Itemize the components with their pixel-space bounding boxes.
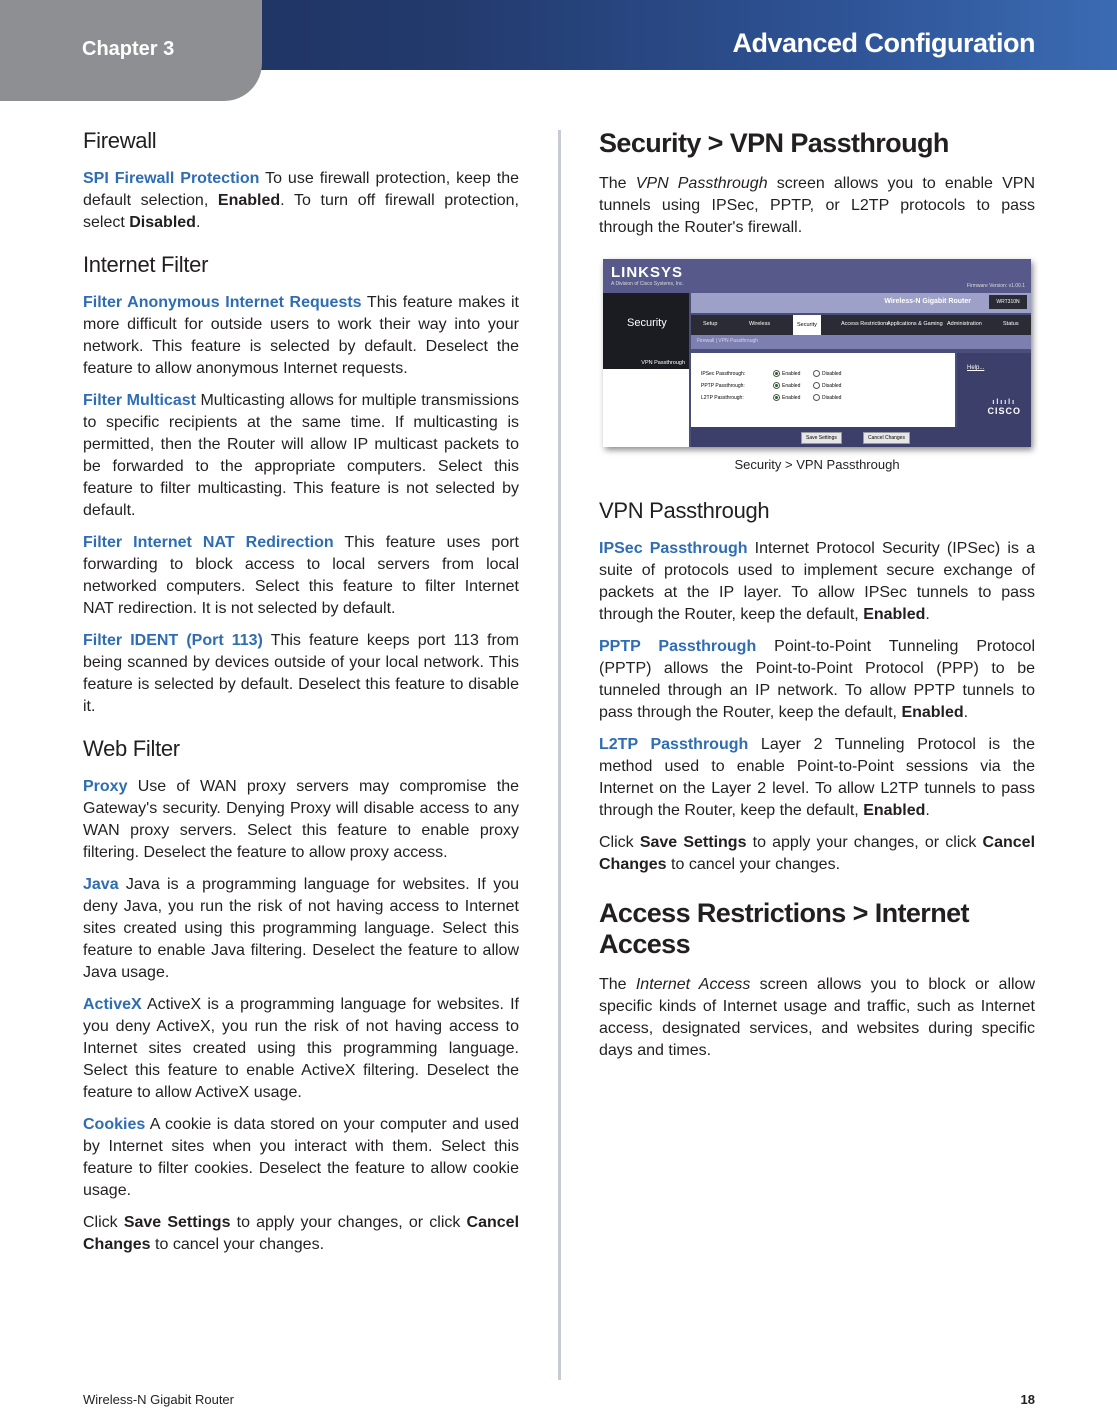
ipsec-disabled-radio[interactable]: Disabled — [813, 370, 841, 377]
activex-text: ActiveX is a programming language for websites. If you deny ActiveX, you run the risk of not having access to Internet sites created using this programming language. Select this feature to enable ActiveX filtering. Deselect the feature to allow ActiveX usage. — [83, 996, 519, 1101]
ipsec-enabled-radio[interactable]: Enabled — [773, 370, 800, 377]
router-screenshot — [603, 259, 1031, 447]
vpn-intro — [599, 173, 1035, 239]
subtabs-label[interactable]: Firewall | VPN Passthrough — [697, 338, 759, 344]
screenshot-sidebar — [603, 357, 689, 447]
spi-paragraph — [83, 168, 519, 234]
proxy-paragraph — [83, 776, 519, 864]
column-divider — [558, 130, 561, 1380]
firmware-version: Firmware Version: v1.00.1 — [966, 283, 1025, 289]
nat-paragraph — [83, 532, 519, 620]
l2tp-paragraph: L2TP Passthrough Layer 2 Tunneling Protocol is the method used to enable Point-to-Point sessions via the Internet on the Layer 2 level. To allow L2TP tunnels to pass through the Router, keep the default, Enabled. — [599, 736, 1036, 819]
access-heading: Access Restrictions > Internet Access — [599, 898, 969, 959]
java-text: Java is a programming language for websites. If you deny Java, you run the risk of not having access to Internet sites created using this programming language. Select this feature to enable Java filtering. Deselect the feature to allow Java usage. — [83, 876, 519, 981]
spi-text-3: . — [195, 214, 201, 231]
right-cancel-changes-ref: Cancel Changes — [599, 834, 1036, 873]
left-column — [83, 128, 519, 1266]
ident-term: Filter IDENT (Port 113) — [83, 632, 263, 649]
nat-term: Filter Internet NAT Redirection — [83, 534, 334, 551]
chapter-label: Chapter 3 — [82, 38, 175, 60]
ipsec-paragraph: IPSec Passthrough Internet Protocol Security (IPSec) is a suite of protocols used to implement secure exchange of packets at the IP layer. To allow IPSec tunnels to pass through the Router, keep the default, Enabled. — [599, 540, 1035, 623]
ipsec-term: IPSec Passthrough — [599, 540, 748, 557]
web-filter-heading: Web Filter — [83, 736, 180, 761]
anon-term: Filter Anonymous Internet Requests — [83, 294, 362, 311]
header-title: Advanced Configuration — [732, 28, 1035, 58]
section-label: Security — [627, 317, 667, 329]
l2tp-disabled-radio[interactable]: Disabled — [813, 394, 841, 401]
nat-text: This feature uses port forwarding to block access to local servers from local networked computers. Select this feature to filter Internet NAT redirection. It is not selected by default. — [83, 534, 519, 617]
l2tp-enabled: Enabled — [863, 802, 926, 819]
vpn-intro-em: VPN Passthrough — [635, 175, 768, 192]
spi-disabled: Disabled — [129, 214, 196, 231]
left-click-paragraph — [83, 1212, 519, 1256]
right-click-text-3: to cancel your changes. — [666, 856, 841, 873]
click-text-3: to cancel your changes. — [150, 1236, 325, 1253]
access-em: Internet Access — [635, 976, 751, 993]
product-bar — [691, 293, 1031, 313]
footer-product: Wireless-N Gigabit Router — [83, 1392, 234, 1407]
cookies-text: A cookie is data stored on your computer and used by Internet sites when you interact with them. Select this feature to filter cookies. Deselect the feature to allow cookie usage. — [83, 1116, 519, 1199]
java-term: Java — [83, 876, 119, 893]
right-click-text: Click — [599, 834, 640, 851]
pptp-term: PPTP Passthrough — [599, 638, 757, 655]
pptp-text: Point-to-Point Tunneling Protocol (PPTP) allows the Point-to-Point Protocol (PPP) to be tunneled through an IP network. To allow PPTP tunnels to pass through the Router, keep the default, — [599, 638, 1036, 721]
internet-filter-heading: Internet Filter — [83, 252, 209, 277]
firewall-heading: Firewall — [83, 128, 157, 153]
cancel-changes-button[interactable]: Cancel Changes — [863, 432, 910, 444]
pptp-enabled-radio[interactable]: Enabled — [773, 382, 800, 389]
l2tp-text: Layer 2 Tunneling Protocol is the method used to enable Point-to-Point sessions via the Internet on the Layer 2 level. To allow L2TP tunnels to pass through the Router, keep the default, — [599, 736, 1036, 819]
pptp-paragraph: PPTP Passthrough Point-to-Point Tunneling Protocol (PPTP) allows the Point-to-Point Protocol (PPP) to be tunneled through an IP network. To allow PPTP tunnels to pass through the Router, keep the default, Enabled. — [599, 638, 1036, 721]
ipsec-row-label: IPSec Passthrough: — [701, 371, 746, 377]
model-badge: WRT310N — [989, 295, 1027, 309]
right-save-settings-ref: Save Settings — [639, 834, 747, 851]
right-click-paragraph — [599, 832, 1035, 876]
ipsec-text: Internet Protocol Security (IPSec) is a suite of protocols used to implement secure exchange of packets at the IP layer. To allow IPSec tunnels to pass through the Router, keep the default, — [599, 540, 1035, 623]
multicast-term: Filter Multicast — [83, 392, 196, 409]
l2tp-enabled-radio[interactable]: Enabled — [773, 394, 800, 401]
activex-paragraph — [83, 994, 519, 1104]
spi-text-2: . To turn off firewall protection, select — [83, 192, 519, 231]
multicast-paragraph — [83, 390, 519, 522]
access-paragraph — [599, 974, 1035, 1062]
access-text: The — [599, 976, 636, 993]
l2tp-term: L2TP Passthrough — [599, 736, 749, 753]
section-panel — [603, 293, 689, 357]
ident-paragraph — [83, 630, 519, 718]
tab-setup[interactable]: Setup — [703, 321, 718, 327]
pptp-disabled-radio[interactable]: Disabled — [813, 382, 841, 389]
button-bar — [691, 427, 1031, 447]
l2tp-row-label: L2TP Passthrough: — [701, 395, 744, 401]
linksys-subtitle: A Division of Cisco Systems, Inc. — [611, 281, 684, 287]
sub-tabs — [691, 335, 1031, 349]
vpn-intro-text-2: screen allows you to enable VPN tunnels using IPSec, PPTP, or L2TP protocols to pass through the Router's firewall. — [599, 175, 1035, 236]
chapter-tab — [0, 0, 262, 101]
tab-administration[interactable]: Administration — [947, 321, 982, 327]
screenshot-content — [691, 353, 955, 427]
nav-tabs — [691, 315, 1031, 335]
ipsec-enabled: Enabled — [863, 606, 926, 623]
linksys-logo: LINKSYS — [611, 264, 684, 281]
cisco-wordmark: CISCO — [987, 406, 1021, 416]
right-column — [599, 128, 1035, 1072]
sidebar-label: VPN Passthrough — [603, 357, 689, 369]
cookies-paragraph — [83, 1114, 519, 1202]
vpn-sub-heading: VPN Passthrough — [599, 498, 770, 523]
tab-status[interactable]: Status — [1003, 321, 1019, 327]
anon-text: This feature makes it more difficult for outside users to work their way into your network. This feature is selected by default. Deselect the feature to allow anonymous Internet requests. — [83, 294, 520, 377]
cancel-changes-ref: Cancel Changes — [83, 1214, 520, 1253]
click-text: Click — [83, 1214, 124, 1231]
cisco-logo — [987, 399, 1021, 416]
anon-paragraph — [83, 292, 519, 380]
tab-security[interactable]: Security — [793, 315, 821, 335]
cookies-term: Cookies — [83, 1116, 146, 1133]
vpn-intro-text: The — [599, 175, 636, 192]
tab-wireless[interactable]: Wireless — [749, 321, 771, 327]
java-paragraph — [83, 874, 519, 984]
save-settings-ref: Save Settings — [123, 1214, 231, 1231]
screenshot-caption: Security > VPN Passthrough — [734, 457, 900, 472]
spi-text: To use firewall protection, keep the default selection, — [83, 170, 520, 209]
tab-applications-gaming[interactable]: Applications & Gaming — [887, 321, 943, 327]
vpn-heading: Security > VPN Passthrough — [599, 128, 949, 158]
click-text-2: to apply your changes, or click — [230, 1214, 467, 1231]
tab-access-restrictions[interactable]: Access Restrictions — [841, 321, 889, 327]
multicast-text: Multicasting allows for multiple transmissions to specific recipients at the same time. If multicasting is permitted, then the Router will allow IP multicast packets to be forwarded to the appropriate computers. Select this feature to filter multicasting. This feature is not selected by default. — [83, 392, 520, 519]
cisco-bars-icon: ılıılı — [992, 399, 1017, 406]
help-link[interactable]: Help... — [967, 365, 985, 371]
ident-text: This feature keeps port 113 from being scanned by devices outside of your local network. This feature is selected by default. Deselect this feature to disable it. — [83, 632, 520, 715]
product-name: Wireless-N Gigabit Router — [884, 298, 971, 305]
spi-enabled: Enabled — [217, 192, 281, 209]
right-click-text-2: to apply your changes, or click — [746, 834, 983, 851]
save-settings-button[interactable]: Save Settings — [801, 432, 842, 444]
spi-term: SPI Firewall Protection — [83, 170, 260, 187]
pptp-row-label: PPTP Passthrough: — [701, 383, 745, 389]
access-text-2: screen allows you to block or allow specific kinds of Internet usage and traffic, such as Internet access, designated services, and websites during specific days and times. — [599, 976, 1036, 1059]
proxy-term: Proxy — [83, 778, 128, 795]
page-number: 18 — [1020, 1392, 1035, 1407]
pptp-enabled: Enabled — [901, 704, 964, 721]
proxy-text: Use of WAN proxy servers may compromise the Gateway's security. Denying Proxy will disable access to any WAN proxy servers. Select this feature to enable proxy filtering. Deselect the feature to allow proxy access. — [83, 778, 519, 861]
activex-term: ActiveX — [83, 996, 142, 1013]
